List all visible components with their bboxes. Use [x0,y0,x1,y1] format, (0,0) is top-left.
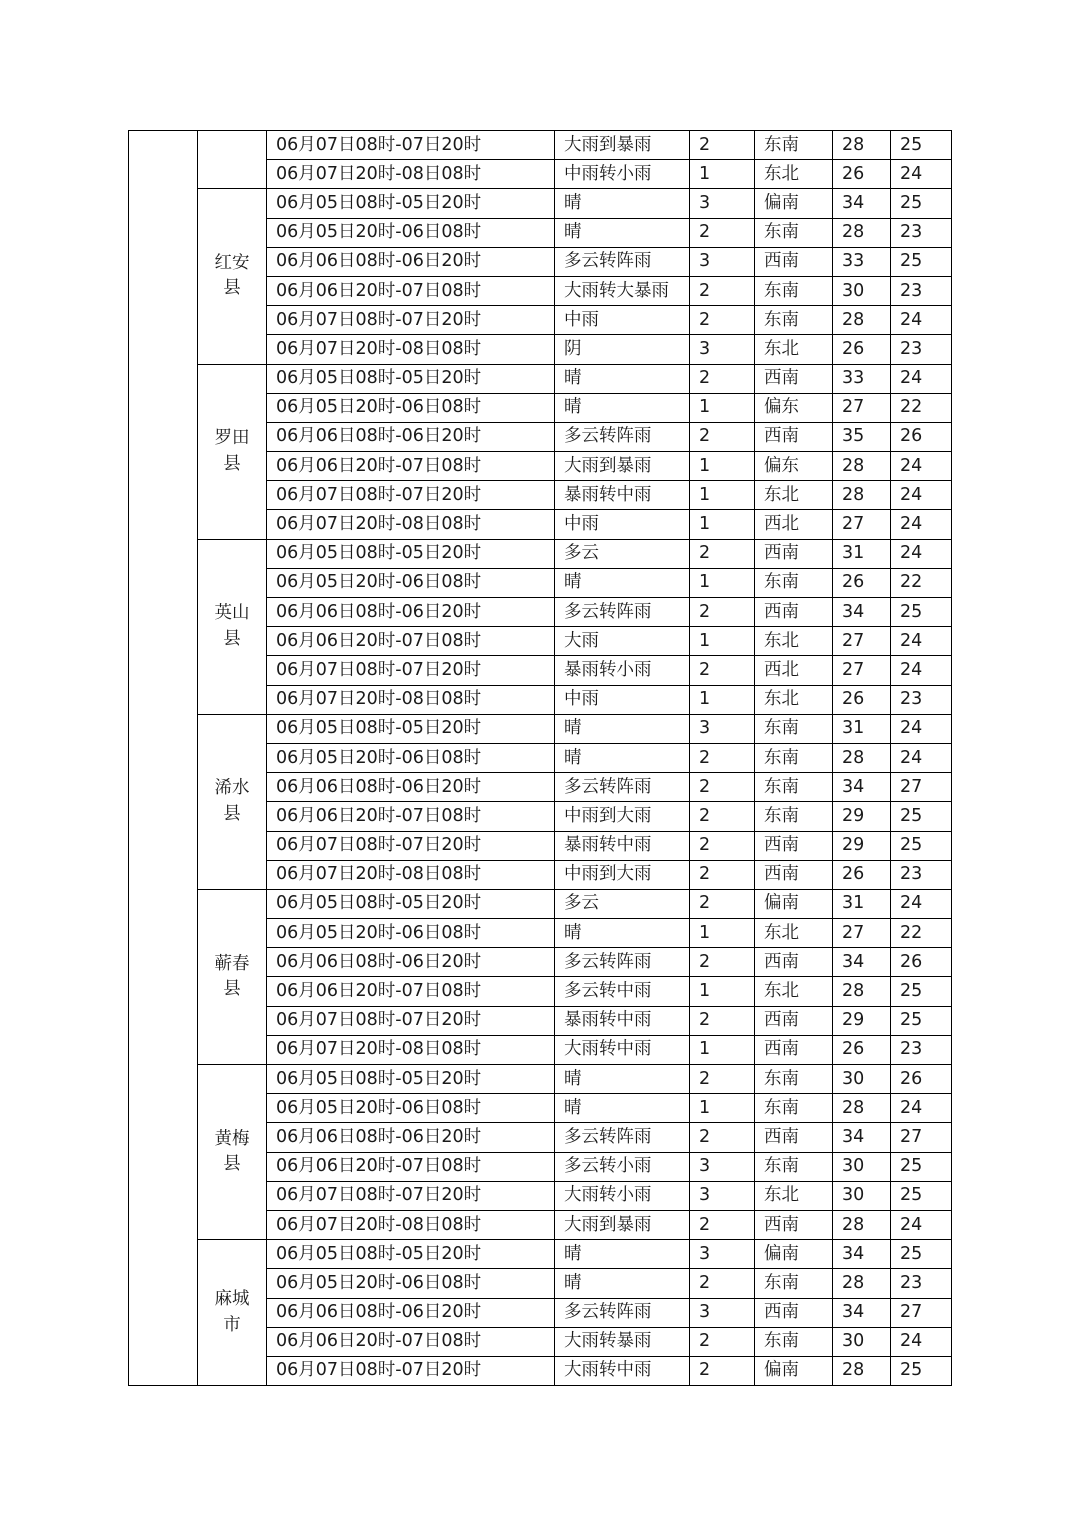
wind-level-cell: 2 [690,802,755,831]
wind-level-cell: 3 [690,1240,755,1269]
max-temp-cell: 28 [833,1356,891,1385]
min-temp-cell: 24 [891,714,952,743]
weather-cell: 大雨到暴雨 [555,452,690,481]
min-temp-cell: 23 [891,1035,952,1064]
period-cell: 06月05日08时-05日20时 [267,189,555,218]
wind-direction-cell: 东北 [755,627,833,656]
wind-direction-cell: 东南 [755,276,833,305]
wind-direction-cell: 偏南 [755,189,833,218]
wind-direction-cell: 东北 [755,919,833,948]
wind-level-cell: 2 [690,539,755,568]
min-temp-cell: 24 [891,160,952,189]
wind-level-cell: 2 [690,1006,755,1035]
wind-level-cell: 2 [690,831,755,860]
max-temp-cell: 28 [833,1094,891,1123]
min-temp-cell: 25 [891,1152,952,1181]
period-cell: 06月06日08时-06日20时 [267,1123,555,1152]
period-cell: 06月07日08时-07日20时 [267,1181,555,1210]
weather-cell: 暴雨转中雨 [555,831,690,860]
max-temp-cell: 28 [833,1269,891,1298]
max-temp-cell: 28 [833,481,891,510]
min-temp-cell: 26 [891,948,952,977]
wind-direction-cell: 西南 [755,831,833,860]
county-name: 罗田县 [214,428,250,474]
wind-direction-cell: 偏南 [755,889,833,918]
max-temp-cell: 26 [833,860,891,889]
max-temp-cell: 34 [833,1123,891,1152]
max-temp-cell: 28 [833,452,891,481]
min-temp-cell: 24 [891,1210,952,1239]
min-temp-cell: 23 [891,860,952,889]
min-temp-cell: 27 [891,1298,952,1327]
wind-level-cell: 2 [690,276,755,305]
wind-direction-cell: 西南 [755,1210,833,1239]
max-temp-cell: 27 [833,510,891,539]
wind-level-cell: 1 [690,393,755,422]
weather-cell: 多云转小雨 [555,1152,690,1181]
min-temp-cell: 22 [891,568,952,597]
wind-direction-cell: 东北 [755,1181,833,1210]
weather-cell: 多云转阵雨 [555,948,690,977]
wind-level-cell: 2 [690,743,755,772]
county-name: 红安县 [214,253,250,299]
min-temp-cell: 25 [891,1181,952,1210]
period-cell: 06月06日08时-06日20时 [267,1298,555,1327]
period-cell: 06月07日08时-07日20时 [267,656,555,685]
table-row [129,1240,952,1269]
weather-cell: 晴 [555,1240,690,1269]
min-temp-cell: 25 [891,1240,952,1269]
wind-direction-cell: 东南 [755,714,833,743]
wind-level-cell: 3 [690,247,755,276]
wind-direction-cell: 西南 [755,948,833,977]
wind-level-cell: 2 [690,1327,755,1356]
period-cell: 06月05日20时-06日08时 [267,393,555,422]
weather-cell: 暴雨转中雨 [555,1006,690,1035]
weather-cell: 晴 [555,743,690,772]
period-cell: 06月05日20时-06日08时 [267,1269,555,1298]
wind-direction-cell: 东南 [755,218,833,247]
min-temp-cell: 24 [891,627,952,656]
wind-direction-cell: 西南 [755,364,833,393]
wind-direction-cell: 东北 [755,160,833,189]
weather-cell: 晴 [555,919,690,948]
weather-cell: 晴 [555,1094,690,1123]
max-temp-cell: 27 [833,919,891,948]
weather-cell: 大雨到暴雨 [555,131,690,160]
wind-level-cell: 1 [690,160,755,189]
wind-level-cell: 1 [690,685,755,714]
weather-cell: 晴 [555,189,690,218]
table-row [129,1065,952,1094]
period-cell: 06月06日20时-07日08时 [267,1152,555,1181]
wind-level-cell: 1 [690,452,755,481]
period-cell: 06月07日20时-08日08时 [267,860,555,889]
min-temp-cell: 24 [891,1327,952,1356]
table-row [129,131,952,160]
table-row [129,539,952,568]
period-cell: 06月05日08时-05日20时 [267,714,555,743]
wind-direction-cell: 西南 [755,1035,833,1064]
min-temp-cell: 24 [891,481,952,510]
period-cell: 06月05日20时-06日08时 [267,568,555,597]
wind-direction-cell: 东北 [755,481,833,510]
wind-direction-cell: 西南 [755,1123,833,1152]
min-temp-cell: 24 [891,539,952,568]
county-cell [198,1240,267,1386]
wind-direction-cell: 东南 [755,743,833,772]
weather-cell: 中雨 [555,510,690,539]
county-name: 英山县 [214,603,250,649]
min-temp-cell: 25 [891,598,952,627]
max-temp-cell: 29 [833,1006,891,1035]
weather-cell: 晴 [555,1065,690,1094]
weather-cell: 多云转阵雨 [555,1123,690,1152]
wind-direction-cell: 西南 [755,1298,833,1327]
weather-cell: 阴 [555,335,690,364]
wind-direction-cell: 偏南 [755,1240,833,1269]
period-cell: 06月06日20时-07日08时 [267,276,555,305]
county-name: 蕲春县 [214,953,250,999]
region-cell [129,131,198,1386]
period-cell: 06月06日20时-07日08时 [267,1327,555,1356]
table-row [129,889,952,918]
max-temp-cell: 30 [833,1327,891,1356]
wind-direction-cell: 东北 [755,977,833,1006]
wind-direction-cell: 西北 [755,510,833,539]
min-temp-cell: 25 [891,831,952,860]
weather-cell: 中雨到大雨 [555,802,690,831]
weather-cell: 大雨转中雨 [555,1356,690,1385]
table-body [129,131,952,1386]
period-cell: 06月05日08时-05日20时 [267,1240,555,1269]
max-temp-cell: 34 [833,948,891,977]
weather-cell: 大雨转大暴雨 [555,276,690,305]
wind-level-cell: 3 [690,714,755,743]
max-temp-cell: 33 [833,364,891,393]
wind-direction-cell: 东南 [755,1152,833,1181]
min-temp-cell: 25 [891,1006,952,1035]
min-temp-cell: 27 [891,773,952,802]
period-cell: 06月06日08时-06日20时 [267,948,555,977]
period-cell: 06月06日08时-06日20时 [267,247,555,276]
min-temp-cell: 23 [891,218,952,247]
weather-cell: 多云转中雨 [555,977,690,1006]
wind-level-cell: 1 [690,627,755,656]
weather-cell: 多云转阵雨 [555,773,690,802]
weather-cell: 多云转阵雨 [555,598,690,627]
wind-direction-cell: 西南 [755,539,833,568]
wind-direction-cell: 西南 [755,860,833,889]
min-temp-cell: 25 [891,131,952,160]
county-cell [198,539,267,714]
wind-level-cell: 2 [690,1065,755,1094]
wind-direction-cell: 西南 [755,247,833,276]
wind-level-cell: 2 [690,1269,755,1298]
min-temp-cell: 24 [891,1094,952,1123]
weather-cell: 暴雨转小雨 [555,656,690,685]
county-cell [198,1065,267,1240]
wind-level-cell: 2 [690,218,755,247]
wind-level-cell: 2 [690,364,755,393]
min-temp-cell: 24 [891,656,952,685]
wind-level-cell: 2 [690,306,755,335]
period-cell: 06月05日08时-05日20时 [267,539,555,568]
wind-level-cell: 2 [690,422,755,451]
period-cell: 06月07日08时-07日20时 [267,1356,555,1385]
wind-direction-cell: 东南 [755,1065,833,1094]
max-temp-cell: 31 [833,889,891,918]
wind-level-cell: 1 [690,510,755,539]
period-cell: 06月07日08时-07日20时 [267,306,555,335]
wind-level-cell: 1 [690,481,755,510]
max-temp-cell: 26 [833,1035,891,1064]
max-temp-cell: 30 [833,276,891,305]
weather-cell: 晴 [555,714,690,743]
weather-cell: 大雨转小雨 [555,1181,690,1210]
wind-level-cell: 2 [690,656,755,685]
wind-direction-cell: 东北 [755,685,833,714]
period-cell: 06月05日20时-06日08时 [267,919,555,948]
wind-level-cell: 3 [690,189,755,218]
wind-direction-cell: 西南 [755,598,833,627]
wind-level-cell: 1 [690,568,755,597]
period-cell: 06月05日08时-05日20时 [267,889,555,918]
table-row [129,364,952,393]
max-temp-cell: 28 [833,306,891,335]
period-cell: 06月07日08时-07日20时 [267,131,555,160]
weather-cell: 多云转阵雨 [555,247,690,276]
max-temp-cell: 34 [833,189,891,218]
period-cell: 06月06日08时-06日20时 [267,598,555,627]
weather-cell: 大雨转中雨 [555,1035,690,1064]
period-cell: 06月07日20时-08日08时 [267,510,555,539]
weather-cell: 晴 [555,393,690,422]
period-cell: 06月05日20时-06日08时 [267,743,555,772]
min-temp-cell: 25 [891,977,952,1006]
wind-level-cell: 1 [690,977,755,1006]
period-cell: 06月06日20时-07日08时 [267,452,555,481]
period-cell: 06月05日20时-06日08时 [267,1094,555,1123]
weather-cell: 中雨 [555,685,690,714]
max-temp-cell: 31 [833,539,891,568]
min-temp-cell: 24 [891,743,952,772]
wind-direction-cell: 西南 [755,1006,833,1035]
max-temp-cell: 27 [833,656,891,685]
weather-cell: 多云 [555,889,690,918]
wind-direction-cell: 东南 [755,802,833,831]
weather-cell: 中雨 [555,306,690,335]
min-temp-cell: 23 [891,1269,952,1298]
weather-cell: 大雨 [555,627,690,656]
wind-level-cell: 2 [690,948,755,977]
max-temp-cell: 34 [833,598,891,627]
max-temp-cell: 28 [833,977,891,1006]
period-cell: 06月07日08时-07日20时 [267,1006,555,1035]
weather-cell: 暴雨转中雨 [555,481,690,510]
max-temp-cell: 29 [833,802,891,831]
max-temp-cell: 26 [833,568,891,597]
period-cell: 06月07日20时-08日08时 [267,685,555,714]
min-temp-cell: 23 [891,276,952,305]
wind-level-cell: 3 [690,335,755,364]
max-temp-cell: 27 [833,393,891,422]
wind-direction-cell: 东北 [755,335,833,364]
period-cell: 06月05日20时-06日08时 [267,218,555,247]
wind-level-cell: 2 [690,860,755,889]
county-name: 浠水县 [214,778,250,824]
county-cell [198,364,267,539]
wind-direction-cell: 东南 [755,306,833,335]
period-cell: 06月06日20时-07日08时 [267,977,555,1006]
wind-level-cell: 2 [690,889,755,918]
wind-direction-cell: 东南 [755,131,833,160]
max-temp-cell: 30 [833,1152,891,1181]
max-temp-cell: 30 [833,1065,891,1094]
max-temp-cell: 29 [833,831,891,860]
period-cell: 06月06日08时-06日20时 [267,422,555,451]
wind-direction-cell: 西南 [755,422,833,451]
min-temp-cell: 24 [891,452,952,481]
wind-level-cell: 2 [690,773,755,802]
period-cell: 06月07日08时-07日20时 [267,831,555,860]
min-temp-cell: 25 [891,189,952,218]
max-temp-cell: 33 [833,247,891,276]
max-temp-cell: 28 [833,218,891,247]
wind-level-cell: 3 [690,1181,755,1210]
min-temp-cell: 24 [891,510,952,539]
weather-cell: 中雨转小雨 [555,160,690,189]
min-temp-cell: 23 [891,685,952,714]
wind-level-cell: 2 [690,1210,755,1239]
period-cell: 06月07日20时-08日08时 [267,335,555,364]
min-temp-cell: 26 [891,422,952,451]
weather-cell: 晴 [555,218,690,247]
max-temp-cell: 31 [833,714,891,743]
min-temp-cell: 25 [891,802,952,831]
period-cell: 06月07日20时-08日08时 [267,160,555,189]
period-cell: 06月06日08时-06日20时 [267,773,555,802]
weather-cell: 多云转阵雨 [555,422,690,451]
weather-cell: 晴 [555,364,690,393]
min-temp-cell: 24 [891,306,952,335]
period-cell: 06月07日20时-08日08时 [267,1210,555,1239]
max-temp-cell: 28 [833,743,891,772]
wind-direction-cell: 东南 [755,568,833,597]
wind-direction-cell: 东南 [755,1094,833,1123]
period-cell: 06月06日20时-07日08时 [267,627,555,656]
wind-direction-cell: 偏东 [755,452,833,481]
county-name: 黄梅县 [214,1128,250,1175]
min-temp-cell: 24 [891,364,952,393]
wind-direction-cell: 东南 [755,1269,833,1298]
max-temp-cell: 35 [833,422,891,451]
wind-level-cell: 2 [690,1356,755,1385]
wind-direction-cell: 偏南 [755,1356,833,1385]
wind-direction-cell: 偏东 [755,393,833,422]
weather-cell: 中雨到大雨 [555,860,690,889]
wind-level-cell: 1 [690,919,755,948]
min-temp-cell: 22 [891,393,952,422]
max-temp-cell: 28 [833,1210,891,1239]
period-cell: 06月05日08时-05日20时 [267,364,555,393]
wind-level-cell: 2 [690,598,755,627]
forecast-table [128,130,952,1386]
wind-level-cell: 3 [690,1298,755,1327]
max-temp-cell: 27 [833,627,891,656]
wind-direction-cell: 东南 [755,773,833,802]
min-temp-cell: 23 [891,335,952,364]
max-temp-cell: 26 [833,335,891,364]
weather-cell: 大雨转暴雨 [555,1327,690,1356]
wind-direction-cell: 东南 [755,1327,833,1356]
weather-cell: 大雨到暴雨 [555,1210,690,1239]
county-name: 麻城市 [214,1289,250,1335]
county-cell [198,714,267,889]
wind-level-cell: 3 [690,1152,755,1181]
min-temp-cell: 24 [891,889,952,918]
county-cell [198,131,267,189]
weather-cell: 多云 [555,539,690,568]
wind-direction-cell: 西北 [755,656,833,685]
min-temp-cell: 22 [891,919,952,948]
wind-level-cell: 1 [690,1035,755,1064]
max-temp-cell: 34 [833,1298,891,1327]
wind-level-cell: 1 [690,1094,755,1123]
max-temp-cell: 26 [833,685,891,714]
county-cell [198,889,267,1064]
min-temp-cell: 27 [891,1123,952,1152]
table-row [129,189,952,218]
max-temp-cell: 30 [833,1181,891,1210]
weather-cell: 晴 [555,568,690,597]
weather-cell: 多云转阵雨 [555,1298,690,1327]
min-temp-cell: 25 [891,1356,952,1385]
max-temp-cell: 34 [833,1240,891,1269]
table-row [129,714,952,743]
period-cell: 06月07日20时-08日08时 [267,1035,555,1064]
weather-cell: 晴 [555,1269,690,1298]
min-temp-cell: 26 [891,1065,952,1094]
wind-level-cell: 2 [690,1123,755,1152]
max-temp-cell: 34 [833,773,891,802]
wind-level-cell: 2 [690,131,755,160]
period-cell: 06月06日20时-07日08时 [267,802,555,831]
period-cell: 06月07日08时-07日20时 [267,481,555,510]
county-cell [198,189,267,364]
max-temp-cell: 28 [833,131,891,160]
max-temp-cell: 26 [833,160,891,189]
min-temp-cell: 25 [891,247,952,276]
period-cell: 06月05日08时-05日20时 [267,1065,555,1094]
